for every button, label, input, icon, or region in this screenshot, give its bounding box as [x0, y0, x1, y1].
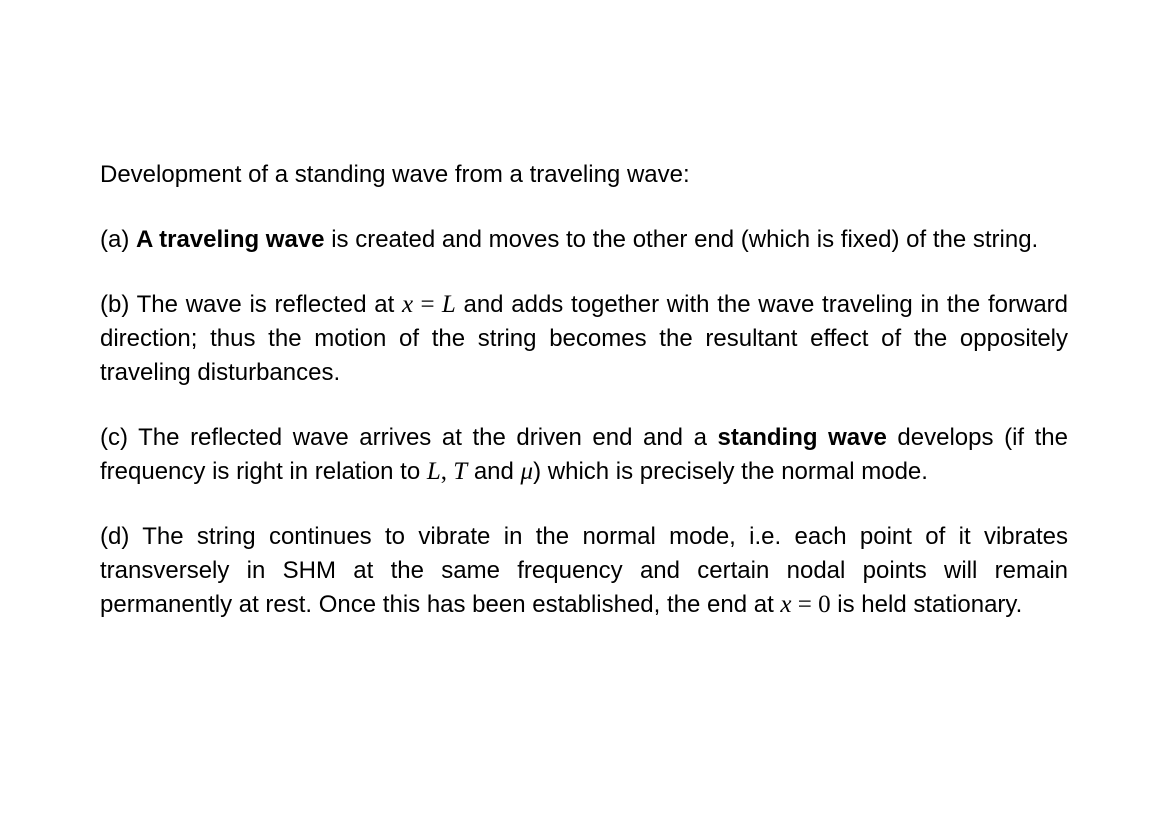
document-heading: Development of a standing wave from a traveling wave:: [100, 161, 690, 188]
paragraph-a: [100, 223, 1068, 257]
math-x: x: [780, 591, 792, 618]
paragraph-b-text-2: and adds together with the wave traveling in the forward direction; thus the motion of the string becomes the resultant effect of the oppositely traveling disturbances.: [100, 291, 1069, 386]
paragraph-c-and: and: [467, 458, 521, 485]
paragraph-a-text: is created and moves to the other end (which is fixed) of the string.: [324, 226, 1039, 253]
math-T: T: [453, 458, 468, 485]
paragraph-b: [100, 288, 1068, 390]
math-mu: μ: [520, 458, 534, 485]
paragraph-d: [100, 520, 1068, 622]
paragraph-c-text-1: (c) The reflected wave arrives at the driven end and a: [100, 424, 718, 451]
paragraph-c-text-3: ) which is precisely the normal mode.: [533, 458, 928, 485]
math-L: L: [426, 458, 441, 485]
paragraph-b-text-1: (b) The wave is reflected at: [100, 291, 403, 318]
paragraph-c-text-2: develops (if the frequency is right in relation to: [100, 424, 1069, 485]
term-standing-wave: standing wave: [717, 424, 887, 451]
math-equals: =: [791, 591, 819, 618]
paragraph-a-label: (a): [100, 226, 136, 253]
paragraph-d-text-2: is held stationary.: [830, 591, 1023, 618]
math-comma: ,: [440, 458, 454, 485]
paragraph-d-text-1: (d) The string continues to vibrate in the normal mode, i.e. each point of it vibrates transversely in SHM at the same frequency and certain nodal points will remain permanently at rest. Once this has been established, the end at: [100, 523, 1068, 618]
math-equals: =: [413, 291, 442, 318]
document-page: [100, 158, 1068, 622]
term-traveling-wave: A traveling wave: [136, 226, 325, 253]
math-x: x: [402, 291, 414, 318]
math-L: L: [441, 291, 456, 318]
math-zero: 0: [818, 591, 831, 618]
paragraph-c: [100, 421, 1068, 489]
